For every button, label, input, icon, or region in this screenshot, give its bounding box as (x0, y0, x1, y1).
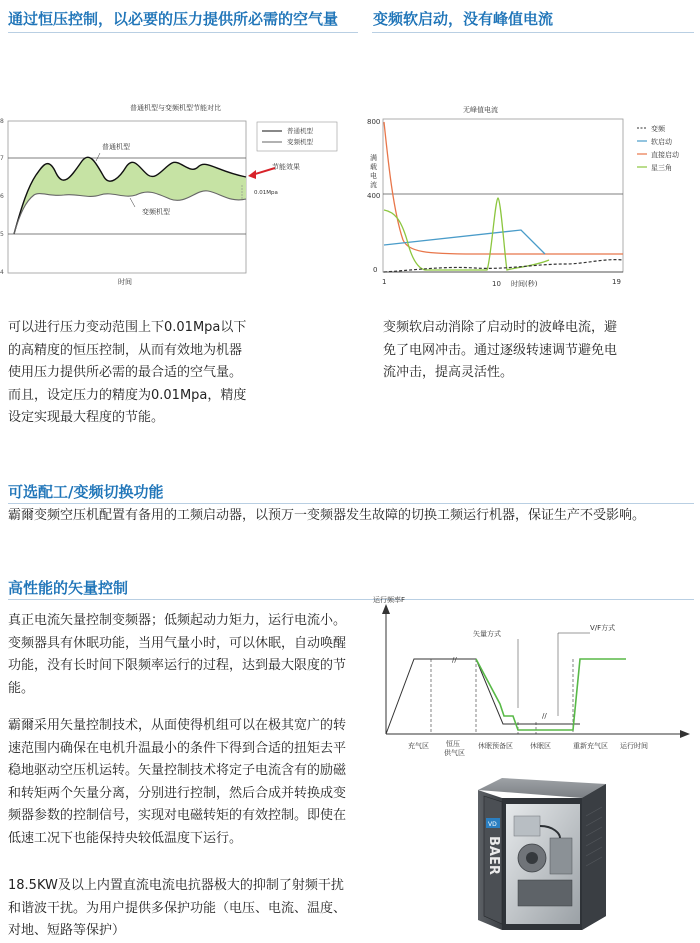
chart2-frame (383, 119, 623, 272)
section2-paragraph (383, 317, 683, 385)
section2-line-3: 流冲击，提高灵活性。 (383, 365, 514, 380)
section1-heading: 通过恒压控制，以必要的压力提供所必需的空气量 (8, 10, 339, 28)
break-mark-2: // (542, 712, 547, 720)
s4p3-line-1: 18.5KW及以上内置直流电流电抗器极大的抑制了射频干扰 (8, 878, 344, 893)
section3-paragraph: 霸爾变频空压机配置有备用的工频启动器，以预万一变频器发生故障的切换工频运行机器，保证生产不受影响。 (8, 508, 646, 523)
section1-heading-underline (8, 32, 358, 33)
s4p2-line-2: 速范围内确保在电机升温最小的条件下得到合适的扭矩去平 (8, 740, 347, 756)
normal-pointer (96, 153, 100, 161)
legend-normal: 普通机型 (287, 127, 313, 135)
chart1-ytick-7: 7 (0, 155, 4, 162)
chart1-ytick-6: 6 (0, 193, 4, 200)
section4-heading: 高性能的矢量控制 (8, 579, 129, 597)
zone-constant-2: 供气区 (444, 749, 465, 757)
s4p1-line-4: 能。 (8, 680, 35, 696)
s4p3-line-2: 和谐波干扰。为用户提供多保护功能（电压、电流、温度、 (8, 900, 347, 916)
vector-curve (476, 659, 626, 730)
chart2-xtick-19: 19 (612, 278, 621, 286)
section3-heading-underline (8, 503, 694, 504)
diagram-y-arrow (382, 604, 390, 614)
s4p1-line-1: 真正电流矢量控制变频器；低频起动力矩力，运行电流小。 (8, 613, 347, 628)
diagram-ylabel: 运行频率F (373, 596, 406, 604)
component-tank (514, 816, 540, 836)
legend-direct: 直接启动 (651, 151, 679, 159)
vector-control-diagram (368, 592, 698, 762)
zone-sleep: 休眠区 (530, 742, 551, 750)
chart2-ylabel-4: 流 (370, 181, 377, 189)
chart2-ylabel-2: 载 (370, 163, 377, 171)
energy-saving-chart (0, 95, 352, 290)
s4p3-line-3: 对地、短路等保护） (8, 923, 126, 938)
chart2-ylabel-1: 满 (370, 154, 377, 162)
s4p2-line-6: 低速工况下也能保持央较低温度下运行。 (8, 830, 243, 846)
section4-paragraph-2 (8, 715, 370, 850)
break-mark-1: // (452, 656, 457, 664)
cabinet-top (478, 778, 606, 798)
s4p2-line-4: 和转矩两个矢量分离，分别进行控制，然后合成并转换成变 (8, 785, 347, 801)
cabinet-right (582, 784, 606, 930)
component-base (518, 880, 572, 906)
brand-badge-label: VD (488, 821, 497, 828)
vfd-label: 变频机型 (142, 208, 170, 216)
chart2-ytick-800: 800 (367, 118, 381, 126)
component-airend (550, 838, 572, 874)
legend-soft: 软启动 (651, 138, 672, 146)
chart2-title: 无峰值电流 (463, 106, 498, 114)
section3-heading: 可选配工/变频切换功能 (8, 483, 164, 501)
s4p1-line-3: 功能，没有长时间下限频率运行的过程，达到最大限度的节 (8, 658, 347, 673)
zone-charge: 充气区 (408, 742, 429, 750)
vf-pointer (558, 633, 590, 716)
section2-line-2: 免了电网冲击。通过逐级转速调节避免电 (383, 342, 618, 358)
chart1-ytick-4: 4 (0, 269, 4, 276)
diagram-xlabel: 运行时间 (620, 742, 648, 750)
vfd-current-curve (384, 260, 623, 272)
chart2-xtick-10: 10 (492, 280, 501, 288)
component-motor-hub (526, 852, 538, 864)
precision-label: 0.01Mpa (254, 190, 278, 196)
legend-stardelta: 星三角 (651, 164, 672, 172)
section4-paragraph-1 (8, 610, 370, 700)
section1-paragraph (8, 317, 348, 430)
section2-line-1: 变频软启动消除了启动时的波峰电流，避 (383, 320, 618, 335)
zone-presleep: 休眠预备区 (478, 742, 513, 750)
legend-vfd: 变频机型 (287, 138, 313, 146)
s4p2-line-5: 频器参数的控制信号，实现对电磁转矩的有效控制。即使在 (8, 808, 347, 823)
vector-label: 矢量方式 (473, 630, 501, 638)
chart1-ytick-8: 8 (0, 118, 4, 125)
peak-current-chart (355, 100, 700, 295)
section1-line-5: 设定实现最大程度的节能。 (8, 410, 165, 425)
zone-constant-1: 恒压 (446, 740, 460, 748)
section1-line-3: 使用压力提供所必需的最合适的空气量。 (8, 365, 243, 380)
legend-vfd: 变频 (651, 125, 665, 133)
vf-label: V/F方式 (590, 624, 616, 632)
chart2-ytick-0: 0 (373, 266, 378, 274)
section2-heading-underline (372, 32, 694, 33)
section1-line-1: 可以进行压力变动范围上下0.01Mpa以下 (8, 320, 247, 335)
diagram-x-arrow (680, 730, 690, 738)
chart2-xtick-1: 1 (382, 278, 387, 286)
s4p2-line-3: 稳地驱动空压机运转。矢量控制技术将定子电流含有的励磁 (8, 763, 347, 778)
saving-label: 节能效果 (272, 163, 300, 171)
vfd-curve (14, 191, 246, 234)
chart1-xlabel: 时间 (118, 278, 132, 286)
chart1-ytick-5: 5 (0, 231, 4, 238)
zone-recharge: 重新充气区 (573, 742, 608, 750)
s4p2-line-1: 霸爾采用矢量控制技术，从面使得机组可以在极其宽广的转 (8, 718, 347, 733)
section4-paragraph-3 (8, 875, 370, 943)
chart1-title: 普通机型与变频机型节能对比 (130, 104, 221, 112)
brand-label: BAER (486, 836, 501, 875)
chart2-xlabel: 时间(秒) (511, 280, 538, 288)
vfd-pointer (130, 198, 135, 207)
section2-heading: 变频软启动，没有峰值电流 (373, 10, 554, 28)
chart2-ylabel-3: 电 (370, 172, 377, 180)
s4p1-line-2: 变频器具有休眠功能，当用气量小时，可以休眠，自动唤醒 (8, 635, 347, 651)
section1-line-4: 而且，设定压力的精度为0.01Mpa，精度 (8, 387, 247, 403)
section1-line-2: 的高精度的恒压控制，从而有效地为机器 (8, 342, 243, 358)
compressor-product-image (470, 776, 612, 932)
saving-arrow-head (248, 170, 256, 179)
chart2-ytick-400: 400 (367, 192, 381, 200)
normal-label: 普通机型 (102, 143, 130, 151)
vf-curve (386, 659, 580, 734)
